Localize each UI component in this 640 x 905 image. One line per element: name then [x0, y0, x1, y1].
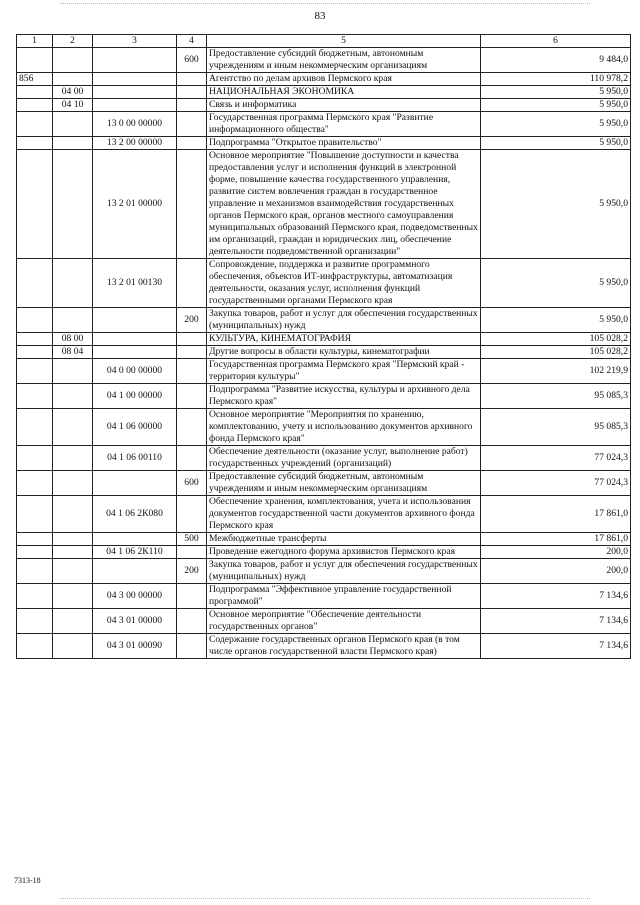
- admin-code-cell: [17, 137, 53, 150]
- admin-code-cell: [17, 409, 53, 446]
- page-number: 83: [314, 10, 326, 22]
- admin-code-cell: [17, 346, 53, 359]
- target-article-cell: [93, 559, 177, 584]
- table-row: [17, 409, 631, 446]
- admin-code-cell: [17, 546, 53, 559]
- amount-cell: 102 219,9: [481, 359, 631, 384]
- target-article-cell: 04 3 01 00000: [93, 609, 177, 634]
- amount-cell: 5 950,0: [481, 150, 631, 259]
- table-row: [17, 48, 631, 73]
- target-article-cell: 04 3 00 00000: [93, 584, 177, 609]
- admin-code-cell: [17, 471, 53, 496]
- target-article-cell: [93, 333, 177, 346]
- admin-code-cell: [17, 359, 53, 384]
- admin-code-cell: [17, 446, 53, 471]
- admin-code-cell: [17, 259, 53, 308]
- table-row: [17, 634, 631, 659]
- admin-code-cell: [17, 48, 53, 73]
- expense-type-cell: [177, 546, 207, 559]
- amount-cell: 17 861,0: [481, 496, 631, 533]
- expense-type-cell: [177, 384, 207, 409]
- amount-cell: 77 024,3: [481, 471, 631, 496]
- section-code-cell: 08 04: [53, 346, 93, 359]
- target-article-cell: 04 1 06 2К110: [93, 546, 177, 559]
- target-article-cell: 04 1 00 00000: [93, 384, 177, 409]
- section-code-cell: [53, 73, 93, 86]
- admin-code-cell: [17, 533, 53, 546]
- amount-cell: 5 950,0: [481, 86, 631, 99]
- expense-type-cell: 600: [177, 48, 207, 73]
- description-cell: Другие вопросы в области культуры, кинематографии: [207, 346, 481, 359]
- amount-cell: 5 950,0: [481, 99, 631, 112]
- section-code-cell: 04 10: [53, 99, 93, 112]
- expense-type-cell: 200: [177, 308, 207, 333]
- amount-cell: 77 024,3: [481, 446, 631, 471]
- expense-type-cell: [177, 150, 207, 259]
- table-row: [17, 559, 631, 584]
- target-article-cell: [93, 86, 177, 99]
- amount-cell: 9 484,0: [481, 48, 631, 73]
- target-article-cell: [93, 73, 177, 86]
- header-row: [17, 35, 631, 48]
- amount-cell: 105 028,2: [481, 346, 631, 359]
- amount-cell: 95 085,3: [481, 384, 631, 409]
- table-row: [17, 496, 631, 533]
- admin-code-cell: [17, 86, 53, 99]
- column-header-2: 2: [53, 35, 93, 48]
- description-cell: Связь и информатика: [207, 99, 481, 112]
- expense-type-cell: [177, 333, 207, 346]
- section-code-cell: 04 00: [53, 86, 93, 99]
- admin-code-cell: [17, 496, 53, 533]
- table-row: [17, 86, 631, 99]
- description-cell: Агентство по делам архивов Пермского края: [207, 73, 481, 86]
- description-cell: Подпрограмма "Эффективное управление государственной программой": [207, 584, 481, 609]
- admin-code-cell: [17, 99, 53, 112]
- expense-type-cell: [177, 259, 207, 308]
- expense-type-cell: [177, 496, 207, 533]
- description-cell: Обеспечение хранения, комплектования, учета и использования документов государственной части документов архивного фонда Пермского края: [207, 496, 481, 533]
- description-cell: Сопровождение, поддержка и развитие программного обеспечения, объектов ИТ-инфраструктуры, автоматизация деятельности, оказания услуг, исполнения функций государственными органами Пермского края: [207, 259, 481, 308]
- section-code-cell: [53, 150, 93, 259]
- amount-cell: 17 861,0: [481, 533, 631, 546]
- description-cell: Закупка товаров, работ и услуг для обеспечения государственных (муниципальных) нужд: [207, 308, 481, 333]
- column-header-6: 6: [481, 35, 631, 48]
- section-code-cell: [53, 308, 93, 333]
- table-row: [17, 73, 631, 86]
- expense-type-cell: [177, 409, 207, 446]
- target-article-cell: [93, 346, 177, 359]
- table-row: [17, 259, 631, 308]
- admin-code-cell: [17, 308, 53, 333]
- table-row: [17, 533, 631, 546]
- section-code-cell: [53, 259, 93, 308]
- section-code-cell: [53, 584, 93, 609]
- table-row: [17, 446, 631, 471]
- amount-cell: 105 028,2: [481, 333, 631, 346]
- description-cell: Основное мероприятие "Мероприятия по хранению, комплектованию, учету и использованию документов архивного фонда Пермского края": [207, 409, 481, 446]
- amount-cell: 7 134,6: [481, 584, 631, 609]
- expense-type-cell: [177, 112, 207, 137]
- expense-type-cell: [177, 359, 207, 384]
- section-code-cell: 08 00: [53, 333, 93, 346]
- admin-code-cell: [17, 559, 53, 584]
- budget-table: [16, 34, 631, 659]
- description-cell: Государственная программа Пермского края "Развитие информационного общества": [207, 112, 481, 137]
- table-row: [17, 346, 631, 359]
- section-code-cell: [53, 384, 93, 409]
- description-cell: Межбюджетные трансферты: [207, 533, 481, 546]
- amount-cell: 5 950,0: [481, 137, 631, 150]
- admin-code-cell: [17, 584, 53, 609]
- table-row: [17, 137, 631, 150]
- admin-code-cell: [17, 150, 53, 259]
- column-header-5: 5: [207, 35, 481, 48]
- amount-cell: 95 085,3: [481, 409, 631, 446]
- expense-type-cell: [177, 584, 207, 609]
- target-article-cell: 13 2 01 00130: [93, 259, 177, 308]
- description-cell: Государственная программа Пермского края "Пермский край - территория культуры": [207, 359, 481, 384]
- admin-code-cell: [17, 333, 53, 346]
- description-cell: Закупка товаров, работ и услуг для обеспечения государственных (муниципальных) нужд: [207, 559, 481, 584]
- table-row: [17, 359, 631, 384]
- amount-cell: 5 950,0: [481, 259, 631, 308]
- section-code-cell: [53, 634, 93, 659]
- column-header-1: 1: [17, 35, 53, 48]
- table-row: [17, 546, 631, 559]
- description-cell: Подпрограмма "Открытое правительство": [207, 137, 481, 150]
- section-code-cell: [53, 609, 93, 634]
- target-article-cell: 13 2 01 00000: [93, 150, 177, 259]
- section-code-cell: [53, 48, 93, 73]
- amount-cell: 110 978,2: [481, 73, 631, 86]
- table-row: [17, 333, 631, 346]
- target-article-cell: [93, 533, 177, 546]
- target-article-cell: 13 0 00 00000: [93, 112, 177, 137]
- admin-code-cell: [17, 112, 53, 137]
- document-code: 7313-18: [14, 876, 41, 885]
- admin-code-cell: [17, 384, 53, 409]
- target-article-cell: 04 1 06 00000: [93, 409, 177, 446]
- column-header-4: 4: [177, 35, 207, 48]
- admin-code-cell: [17, 609, 53, 634]
- admin-code-cell: [17, 634, 53, 659]
- table-body: [17, 48, 631, 659]
- description-cell: КУЛЬТУРА, КИНЕМАТОГРАФИЯ: [207, 333, 481, 346]
- table-row: [17, 471, 631, 496]
- expense-type-cell: [177, 446, 207, 471]
- expense-type-cell: [177, 609, 207, 634]
- section-code-cell: [53, 409, 93, 446]
- section-code-cell: [53, 446, 93, 471]
- description-cell: Основное мероприятие "Обеспечение деятельности государственных органов": [207, 609, 481, 634]
- section-code-cell: [53, 496, 93, 533]
- section-code-cell: [53, 137, 93, 150]
- description-cell: Основное мероприятие "Повышение доступности и качества предоставления услуг и исполнения функций в электронной форме, повышение качества государственного управления, развитие систем вовлечения граждан в государственное управление и механизмов взаимодействия государственных органов Пермского края, органов местного самоуправления муниципальных образований Пермского края, подведомственных им организаций, граждан и юридических лиц, обеспечение деятельности подведомственной организации": [207, 150, 481, 259]
- table-row: [17, 308, 631, 333]
- expense-type-cell: [177, 99, 207, 112]
- admin-code-cell: 856: [17, 73, 53, 86]
- amount-cell: 5 950,0: [481, 112, 631, 137]
- table-row: [17, 384, 631, 409]
- description-cell: Подпрограмма "Развитие искусства, культуры и архивного дела Пермского края": [207, 384, 481, 409]
- table-row: [17, 584, 631, 609]
- expense-type-cell: [177, 137, 207, 150]
- section-code-cell: [53, 359, 93, 384]
- section-code-cell: [53, 471, 93, 496]
- amount-cell: 5 950,0: [481, 308, 631, 333]
- target-article-cell: [93, 48, 177, 73]
- table-row: [17, 99, 631, 112]
- target-article-cell: 13 2 00 00000: [93, 137, 177, 150]
- section-code-cell: [53, 533, 93, 546]
- description-cell: НАЦИОНАЛЬНАЯ ЭКОНОМИКА: [207, 86, 481, 99]
- expense-type-cell: 500: [177, 533, 207, 546]
- target-article-cell: [93, 471, 177, 496]
- expense-type-cell: 600: [177, 471, 207, 496]
- bottom-border-line: [60, 898, 590, 899]
- target-article-cell: [93, 99, 177, 112]
- description-cell: Предоставление субсидий бюджетным, автономным учреждениям и иным некоммерческим организациям: [207, 471, 481, 496]
- table-row: [17, 150, 631, 259]
- amount-cell: 200,0: [481, 559, 631, 584]
- section-code-cell: [53, 546, 93, 559]
- table-row: [17, 112, 631, 137]
- expense-type-cell: 200: [177, 559, 207, 584]
- section-code-cell: [53, 112, 93, 137]
- expense-type-cell: [177, 73, 207, 86]
- description-cell: Предоставление субсидий бюджетным, автономным учреждениям и иным некоммерческим организациям: [207, 48, 481, 73]
- expense-type-cell: [177, 346, 207, 359]
- target-article-cell: 04 3 01 00090: [93, 634, 177, 659]
- top-border-line: [60, 3, 590, 4]
- target-article-cell: 04 1 06 2К080: [93, 496, 177, 533]
- amount-cell: 200,0: [481, 546, 631, 559]
- expense-type-cell: [177, 634, 207, 659]
- description-cell: Проведение ежегодного форума архивистов Пермского края: [207, 546, 481, 559]
- column-header-3: 3: [93, 35, 177, 48]
- description-cell: Обеспечение деятельности (оказание услуг, выполнение работ) государственных учреждений (организаций): [207, 446, 481, 471]
- amount-cell: 7 134,6: [481, 609, 631, 634]
- description-cell: Содержание государственных органов Пермского края (в том числе органов государственной власти Пермского края): [207, 634, 481, 659]
- table-row: [17, 609, 631, 634]
- amount-cell: 7 134,6: [481, 634, 631, 659]
- section-code-cell: [53, 559, 93, 584]
- expense-type-cell: [177, 86, 207, 99]
- target-article-cell: 04 1 06 00110: [93, 446, 177, 471]
- target-article-cell: 04 0 00 00000: [93, 359, 177, 384]
- target-article-cell: [93, 308, 177, 333]
